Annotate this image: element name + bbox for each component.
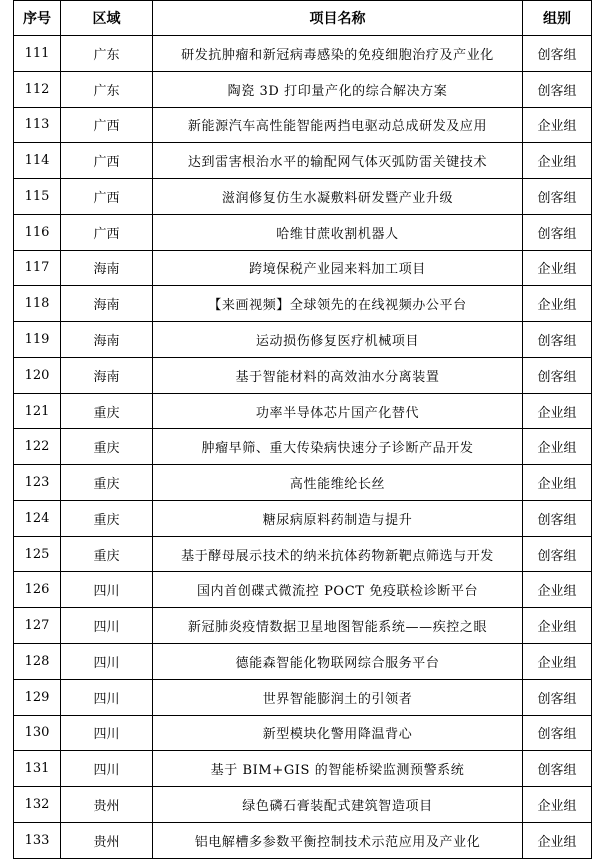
cell-project-name: 达到雷害根治水平的输配网气体灭弧防雷关键技术 xyxy=(153,143,523,179)
table-row xyxy=(14,36,592,72)
cell-project-name: 新能源汽车高性能智能两挡电驱动总成研发及应用 xyxy=(153,107,523,143)
cell-group: 企业组 xyxy=(523,572,592,608)
cell-region: 广东 xyxy=(61,71,153,107)
cell-project-name: 基于 BIM+GIS 的智能桥梁监测预警系统 xyxy=(153,751,523,787)
cell-num: 126 xyxy=(14,572,61,608)
cell-region: 贵州 xyxy=(61,787,153,823)
table-row xyxy=(14,429,592,465)
cell-num: 115 xyxy=(14,179,61,215)
cell-project-name: 肿瘤早筛、重大传染病快速分子诊断产品开发 xyxy=(153,429,523,465)
cell-group: 企业组 xyxy=(523,787,592,823)
cell-project-name: 糖尿病原料药制造与提升 xyxy=(153,500,523,536)
cell-project-name: 高性能维纶长丝 xyxy=(153,465,523,501)
cell-project-name: 基于智能材料的高效油水分离装置 xyxy=(153,357,523,393)
cell-project-name: 基于酵母展示技术的纳米抗体药物新靶点筛选与开发 xyxy=(153,536,523,572)
cell-region: 重庆 xyxy=(61,465,153,501)
table-row xyxy=(14,536,592,572)
cell-group: 创客组 xyxy=(523,71,592,107)
cell-num: 118 xyxy=(14,286,61,322)
cell-num: 122 xyxy=(14,429,61,465)
cell-region: 海南 xyxy=(61,286,153,322)
cell-region: 广西 xyxy=(61,179,153,215)
cell-group: 创客组 xyxy=(523,36,592,72)
cell-group: 企业组 xyxy=(523,107,592,143)
cell-group: 企业组 xyxy=(523,143,592,179)
cell-num: 121 xyxy=(14,393,61,429)
cell-region: 重庆 xyxy=(61,500,153,536)
cell-region: 四川 xyxy=(61,679,153,715)
cell-region: 广西 xyxy=(61,107,153,143)
cell-num: 113 xyxy=(14,107,61,143)
cell-group: 企业组 xyxy=(523,286,592,322)
cell-num: 129 xyxy=(14,679,61,715)
table-row xyxy=(14,250,592,286)
cell-group: 创客组 xyxy=(523,679,592,715)
cell-project-name: 【来画视频】全球领先的在线视频办公平台 xyxy=(153,286,523,322)
cell-project-name: 哈维甘蔗收割机器人 xyxy=(153,214,523,250)
header-num: 序号 xyxy=(14,1,61,36)
table-row xyxy=(14,608,592,644)
cell-group: 企业组 xyxy=(523,393,592,429)
cell-region: 四川 xyxy=(61,608,153,644)
cell-num: 131 xyxy=(14,751,61,787)
table-row xyxy=(14,71,592,107)
cell-group: 创客组 xyxy=(523,715,592,751)
cell-region: 贵州 xyxy=(61,822,153,858)
cell-region: 广东 xyxy=(61,36,153,72)
cell-group: 企业组 xyxy=(523,465,592,501)
table-row xyxy=(14,751,592,787)
cell-num: 117 xyxy=(14,250,61,286)
cell-num: 130 xyxy=(14,715,61,751)
table-row xyxy=(14,679,592,715)
cell-num: 132 xyxy=(14,787,61,823)
table-row xyxy=(14,715,592,751)
cell-group: 创客组 xyxy=(523,536,592,572)
cell-region: 广西 xyxy=(61,214,153,250)
cell-project-name: 陶瓷 3D 打印量产化的综合解决方案 xyxy=(153,71,523,107)
cell-group: 企业组 xyxy=(523,608,592,644)
cell-region: 重庆 xyxy=(61,393,153,429)
cell-group: 企业组 xyxy=(523,822,592,858)
cell-num: 112 xyxy=(14,71,61,107)
table-body xyxy=(14,36,592,859)
cell-group: 创客组 xyxy=(523,179,592,215)
table-row xyxy=(14,214,592,250)
cell-region: 四川 xyxy=(61,644,153,680)
cell-num: 127 xyxy=(14,608,61,644)
table-row xyxy=(14,179,592,215)
cell-project-name: 铝电解槽多参数平衡控制技术示范应用及产业化 xyxy=(153,822,523,858)
header-group: 组别 xyxy=(523,1,592,36)
cell-project-name: 研发抗肿瘤和新冠病毒感染的免疫细胞治疗及产业化 xyxy=(153,36,523,72)
cell-project-name: 绿色磷石膏装配式建筑智造项目 xyxy=(153,787,523,823)
header-region: 区域 xyxy=(61,1,153,36)
cell-num: 133 xyxy=(14,822,61,858)
cell-num: 125 xyxy=(14,536,61,572)
cell-project-name: 滋润修复仿生水凝敷料研发暨产业升级 xyxy=(153,179,523,215)
cell-project-name: 功率半导体芯片国产化替代 xyxy=(153,393,523,429)
cell-project-name: 德能森智能化物联网综合服务平台 xyxy=(153,644,523,680)
table-row xyxy=(14,393,592,429)
cell-project-name: 新型模块化警用降温背心 xyxy=(153,715,523,751)
cell-region: 四川 xyxy=(61,715,153,751)
cell-project-name: 运动损伤修复医疗机械项目 xyxy=(153,322,523,358)
cell-num: 128 xyxy=(14,644,61,680)
project-table xyxy=(13,0,592,859)
cell-region: 海南 xyxy=(61,250,153,286)
table-row xyxy=(14,322,592,358)
cell-num: 123 xyxy=(14,465,61,501)
cell-project-name: 新冠肺炎疫情数据卫星地图智能系统——疾控之眼 xyxy=(153,608,523,644)
table-row xyxy=(14,787,592,823)
header-name: 项目名称 xyxy=(153,1,523,36)
cell-region: 广西 xyxy=(61,143,153,179)
cell-region: 重庆 xyxy=(61,536,153,572)
cell-group: 创客组 xyxy=(523,751,592,787)
cell-group: 企业组 xyxy=(523,644,592,680)
table-row xyxy=(14,500,592,536)
table-row xyxy=(14,822,592,858)
table-row xyxy=(14,286,592,322)
header-row xyxy=(14,1,592,36)
cell-project-name: 世界智能膨润土的引领者 xyxy=(153,679,523,715)
cell-region: 重庆 xyxy=(61,429,153,465)
table-row xyxy=(14,143,592,179)
table-row xyxy=(14,107,592,143)
cell-group: 企业组 xyxy=(523,250,592,286)
table-row xyxy=(14,572,592,608)
cell-region: 四川 xyxy=(61,572,153,608)
cell-region: 海南 xyxy=(61,357,153,393)
cell-num: 114 xyxy=(14,143,61,179)
cell-num: 120 xyxy=(14,357,61,393)
cell-group: 企业组 xyxy=(523,429,592,465)
cell-group: 创客组 xyxy=(523,322,592,358)
cell-region: 四川 xyxy=(61,751,153,787)
cell-num: 111 xyxy=(14,36,61,72)
cell-region: 海南 xyxy=(61,322,153,358)
cell-project-name: 跨境保税产业园来料加工项目 xyxy=(153,250,523,286)
table-row xyxy=(14,644,592,680)
table-row xyxy=(14,357,592,393)
cell-group: 创客组 xyxy=(523,214,592,250)
cell-num: 119 xyxy=(14,322,61,358)
table-row xyxy=(14,465,592,501)
cell-num: 116 xyxy=(14,214,61,250)
cell-num: 124 xyxy=(14,500,61,536)
cell-group: 创客组 xyxy=(523,500,592,536)
cell-group: 创客组 xyxy=(523,357,592,393)
cell-project-name: 国内首创碟式微流控 POCT 免疫联检诊断平台 xyxy=(153,572,523,608)
